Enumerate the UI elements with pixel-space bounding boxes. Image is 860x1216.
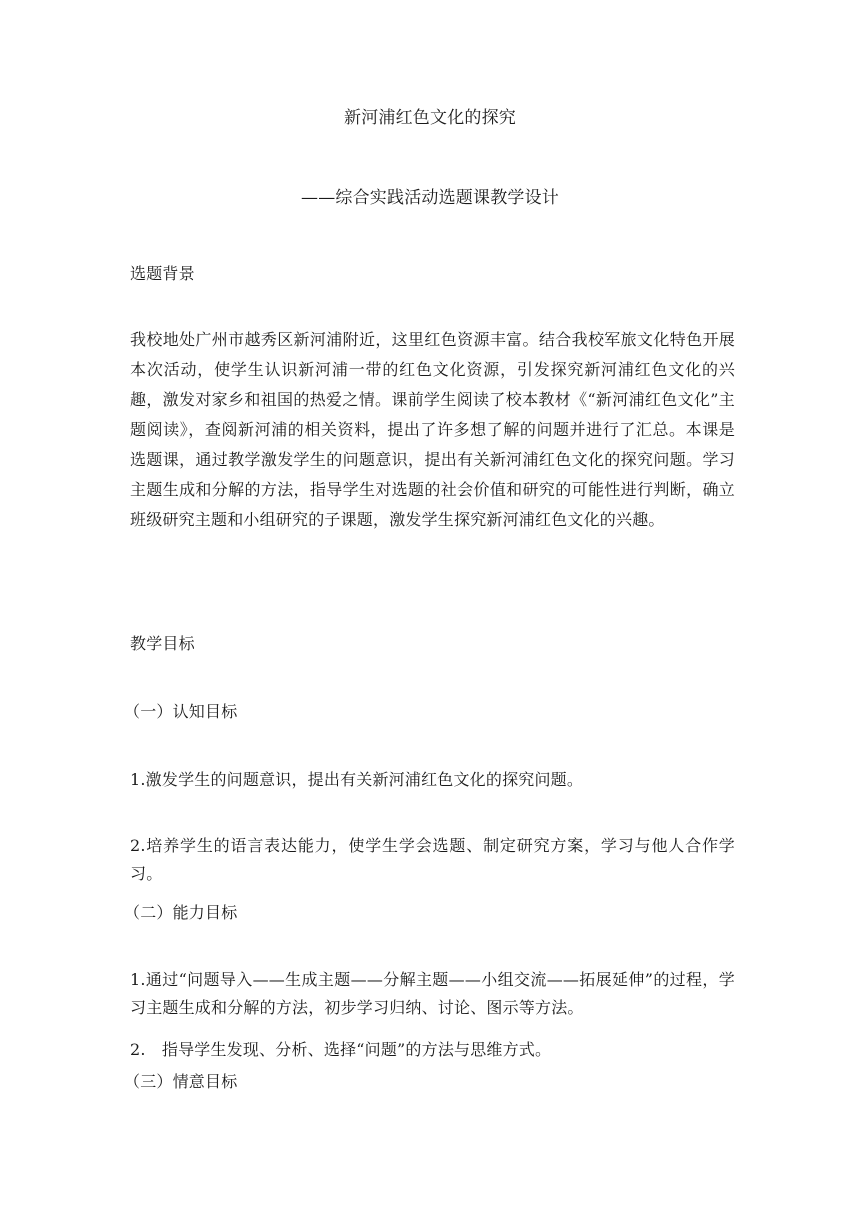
section-heading-goals: 教学目标	[130, 634, 195, 653]
document-title: 新河浦红色文化的探究	[344, 108, 516, 128]
background-paragraph: 我校地处广州市越秀区新河浦附近，这里红色资源丰富。结合我校军旅文化特色开展本次活动，使学生认识新河浦一带的红色文化资源，引发探究新河浦红色文化的兴趣，激发对家乡和祖国的热爱之情。课前学生阅读了校本教材《“新河浦红色文化”主题阅读》，查阅新河浦的相关资料，提出了许多想了解的问题并进行了汇总。本课是选题课，通过教学激发学生的问题意识，提出有关新河浦红色文化的探究问题。学习主题生成和分解的方法，指导学生对选题的社会价值和研究的可能性进行判断，确立班级研究主题和小组研究的子课题，激发学生探究新河浦红色文化的兴趣。	[130, 330, 735, 529]
document-subtitle: ——综合实践活动选题课教学设计	[301, 188, 559, 208]
ability-item-1: 1.通过“问题导入——生成主题——分解主题——小组交流——拓展延伸”的过程，学习主题生成和分解的方法，初步学习归纳、讨论、图示等方法。	[130, 970, 735, 1017]
ability-item-2: 2. 指导学生发现、分析、选择“问题”的方法与思维方式。	[130, 1040, 552, 1059]
subheading-cognitive: （一）认知目标	[124, 702, 238, 721]
subheading-ability: （二）能力目标	[124, 903, 238, 922]
cognitive-item-2: 2.培养学生的语言表达能力，使学生学会选题、制定研究方案，学习与他人合作学习。	[130, 836, 735, 883]
section-heading-background: 选题背景	[130, 264, 195, 283]
cognitive-item-1: 1.激发学生的问题意识，提出有关新河浦红色文化的探究问题。	[130, 770, 584, 789]
subheading-emotion: （三）情意目标	[124, 1072, 238, 1091]
